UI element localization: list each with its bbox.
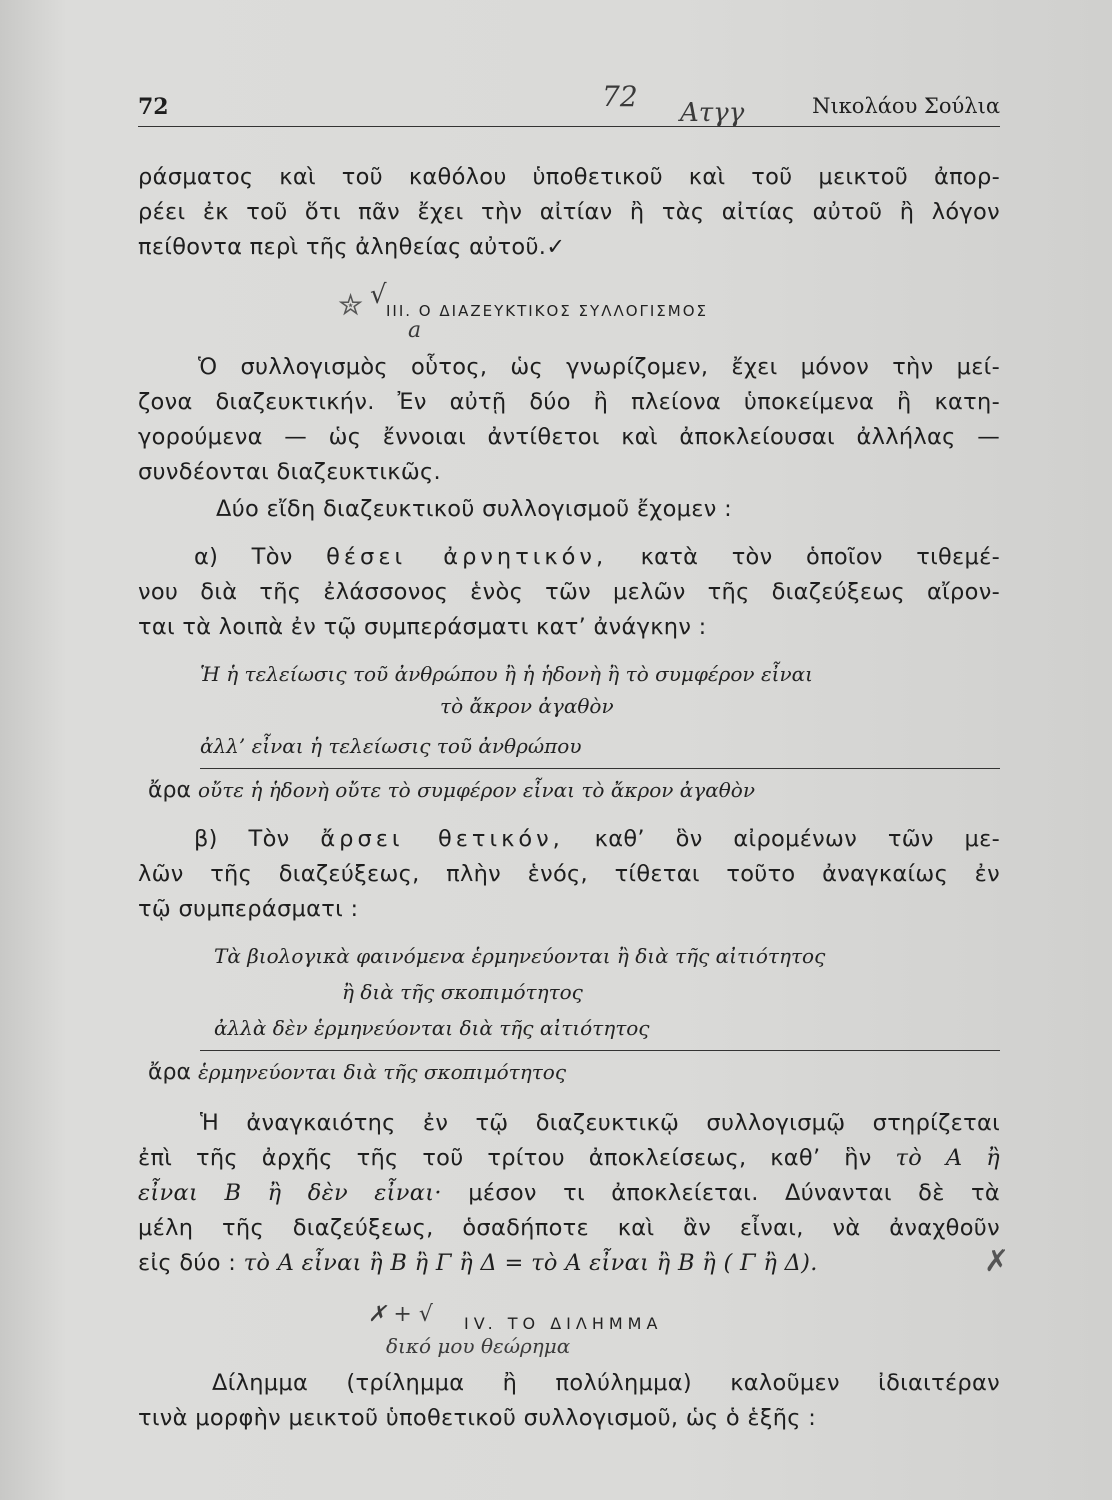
handwritten-note: δικό μου θεώρημα (386, 1334, 571, 1358)
text-line (138, 1176, 1000, 1211)
syllogism-major-cont: τὸ ἄκρον ἀγαθὸν (440, 694, 614, 718)
item-label: α) Τὸν (194, 544, 293, 570)
term-spaced: θέσει ἀρνητικόν, (326, 544, 608, 570)
text-fragment: καθ’ ὃν αἰρομένων τῶν με- (594, 826, 1001, 852)
syllogism-conclusion: ἑρμηνεύονται διὰ τῆς σκοπιμότητος (198, 1060, 567, 1084)
text-line: τινὰ μορφὴν μεικτοῦ ὑποθετικοῦ συλλογισμοῦ, ὡς ὁ ἑξῆς : (138, 1405, 817, 1431)
check-icon: √ (370, 280, 387, 310)
syllogism-minor: ἀλλὰ δὲν ἑρμηνεύονται διὰ τῆς αἰτιότητος (214, 1016, 650, 1040)
text-line: Ὁ συλλογισμὸς οὗτος, ὡς γνωρίζομεν, ἔχει μόνον τὴν μεί- (198, 354, 1000, 380)
text-fragment: μέσον τι ἀποκλείεται. Δύνανται δὲ τὰ (468, 1180, 1000, 1206)
italic-fragment: εἶναι Β ἢ δὲν εἶναι· (138, 1180, 442, 1206)
syllogism-major-cont: ἢ διὰ τῆς σκοπιμότητος (342, 980, 583, 1004)
star-icon: ✮ (338, 288, 364, 323)
syllogism-minor: ἀλλ’ εἶναι ἡ τελείωσις τοῦ ἀνθρώπου (200, 734, 582, 758)
page-number: 72 (138, 94, 169, 120)
text-line: ται τὰ λοιπὰ ἐν τῷ συμπεράσματι κατ’ ἀνάγκην : (138, 614, 707, 640)
text-line: πείθοντα περὶ τῆς ἀληθείας αὐτοῦ.✓ (138, 234, 566, 260)
handwritten-scribble: Ατγγ (680, 98, 745, 128)
text-line: τῷ συμπεράσματι : (138, 896, 359, 922)
conclusion-word: ἄρα (148, 778, 191, 803)
handwritten-marks: ✗ + √ (368, 1302, 433, 1327)
text-line (138, 1246, 1000, 1281)
text-line: μέλη τῆς διαζεύξεως, ὁσαδήποτε καὶ ἂν εἶναι, νὰ ἀναχθοῦν (138, 1215, 1000, 1241)
syllogism-major: Τὰ βιολογικὰ φαινόμενα ἑρμηνεύονται ἢ διὰ τῆς αἰτιότητος (214, 944, 826, 968)
item-label: β) Τὸν (194, 826, 290, 852)
term-spaced: ἄρσει θετικόν, (320, 826, 564, 852)
text-line (138, 1141, 1000, 1176)
paragraph-1 (138, 160, 1000, 265)
syllogism-conclusion: οὔτε ἡ ἡδονὴ οὔτε τὸ συμφέρον εἶναι τὸ ἄκρον ἀγαθὸν (198, 778, 755, 802)
page-header (138, 92, 1000, 127)
handwritten-note-a: a (408, 318, 422, 343)
text-line (138, 822, 1000, 857)
text-fragment: ἐπὶ τῆς ἀρχῆς τῆς τοῦ τρίτου ἀποκλείσεως, καθ’ ἣν (138, 1145, 872, 1171)
text-line: Δίλημμα (τρίλημμα ἢ πολύλημμα) καλοῦμεν ἰδιαιτέραν (212, 1370, 1000, 1396)
text-line: γορούμενα — ὡς ἔννοιαι ἀντίθετοι καὶ ἀποκλείουσαι ἀλλήλας — (138, 424, 1000, 450)
paragraph-5 (138, 822, 1000, 927)
text-fragment: κατὰ τὸν ὁποῖον τιθεμέ- (640, 544, 1001, 570)
margin-mark-icon: ✗ (984, 1244, 1010, 1279)
italic-fragment: τὸ Α εἶναι ἢ Β ἢ Γ ἢ Δ = τὸ Α εἶναι ἢ Β ἢ ( Γ ἢ Δ). (243, 1250, 818, 1276)
syllogism-major: Ἡ ἡ τελείωσις τοῦ ἀνθρώπου ἢ ἡ ἡδονὴ ἢ τὸ συμφέρον εἶναι (200, 662, 814, 686)
text-line (138, 540, 1000, 575)
text-line: Δύο εἴδη διαζευκτικοῦ συλλογισμοῦ ἔχομεν : (216, 496, 732, 522)
conclusion-word: ἄρα (148, 1060, 191, 1085)
text-fragment: εἰς δύο : (138, 1250, 237, 1276)
paragraph-3 (138, 492, 1000, 527)
paragraph-2 (138, 350, 1000, 490)
text-line: νου διὰ τῆς ἐλάσσονος ἑνὸς τῶν μελῶν τῆς διαζεύξεως αἴρον- (138, 579, 1000, 605)
running-title: Νικολάου Σούλια (812, 94, 1000, 118)
section-heading-4: IV. ΤΟ ΔΙΛΗΜΜΑ (464, 1314, 663, 1333)
text-line: λῶν τῆς διαζεύξεως, πλὴν ἑνός, τίθεται τοῦτο ἀναγκαίως ἐν (138, 861, 1000, 887)
conclusion-rule (200, 768, 1000, 769)
section-heading-3: III. Ο ΔΙΑΖΕΥΚΤΙΚΟΣ ΣΥΛΛΟΓΙΣΜΟΣ (386, 302, 709, 320)
paragraph-4 (138, 540, 1000, 645)
text-line: ζονα διαζευκτικήν. Ἐν αὐτῇ δύο ἢ πλείονα ὑποκείμενα ἢ κατη- (138, 389, 1000, 415)
paragraph-6 (138, 1106, 1000, 1281)
text-line: Ἡ ἀναγκαιότης ἐν τῷ διαζευκτικῷ συλλογισμῷ στηρίζεται (200, 1110, 1000, 1136)
text-line: συνδέονται διαζευκτικῶς. (138, 459, 441, 485)
text-line: ρέει ἐκ τοῦ ὅτι πᾶν ἔχει τὴν αἰτίαν ἢ τὰς αἰτίας αὐτοῦ ἢ λόγον (138, 199, 1000, 225)
italic-fragment: τὸ Α ἢ (895, 1145, 1001, 1171)
handwritten-page-number: 72 (602, 80, 638, 113)
text-line: ράσματος καὶ τοῦ καθόλου ὑποθετικοῦ καὶ τοῦ μεικτοῦ ἀπορ- (138, 164, 1000, 190)
paragraph-7 (138, 1366, 1000, 1436)
conclusion-rule (200, 1050, 1000, 1051)
